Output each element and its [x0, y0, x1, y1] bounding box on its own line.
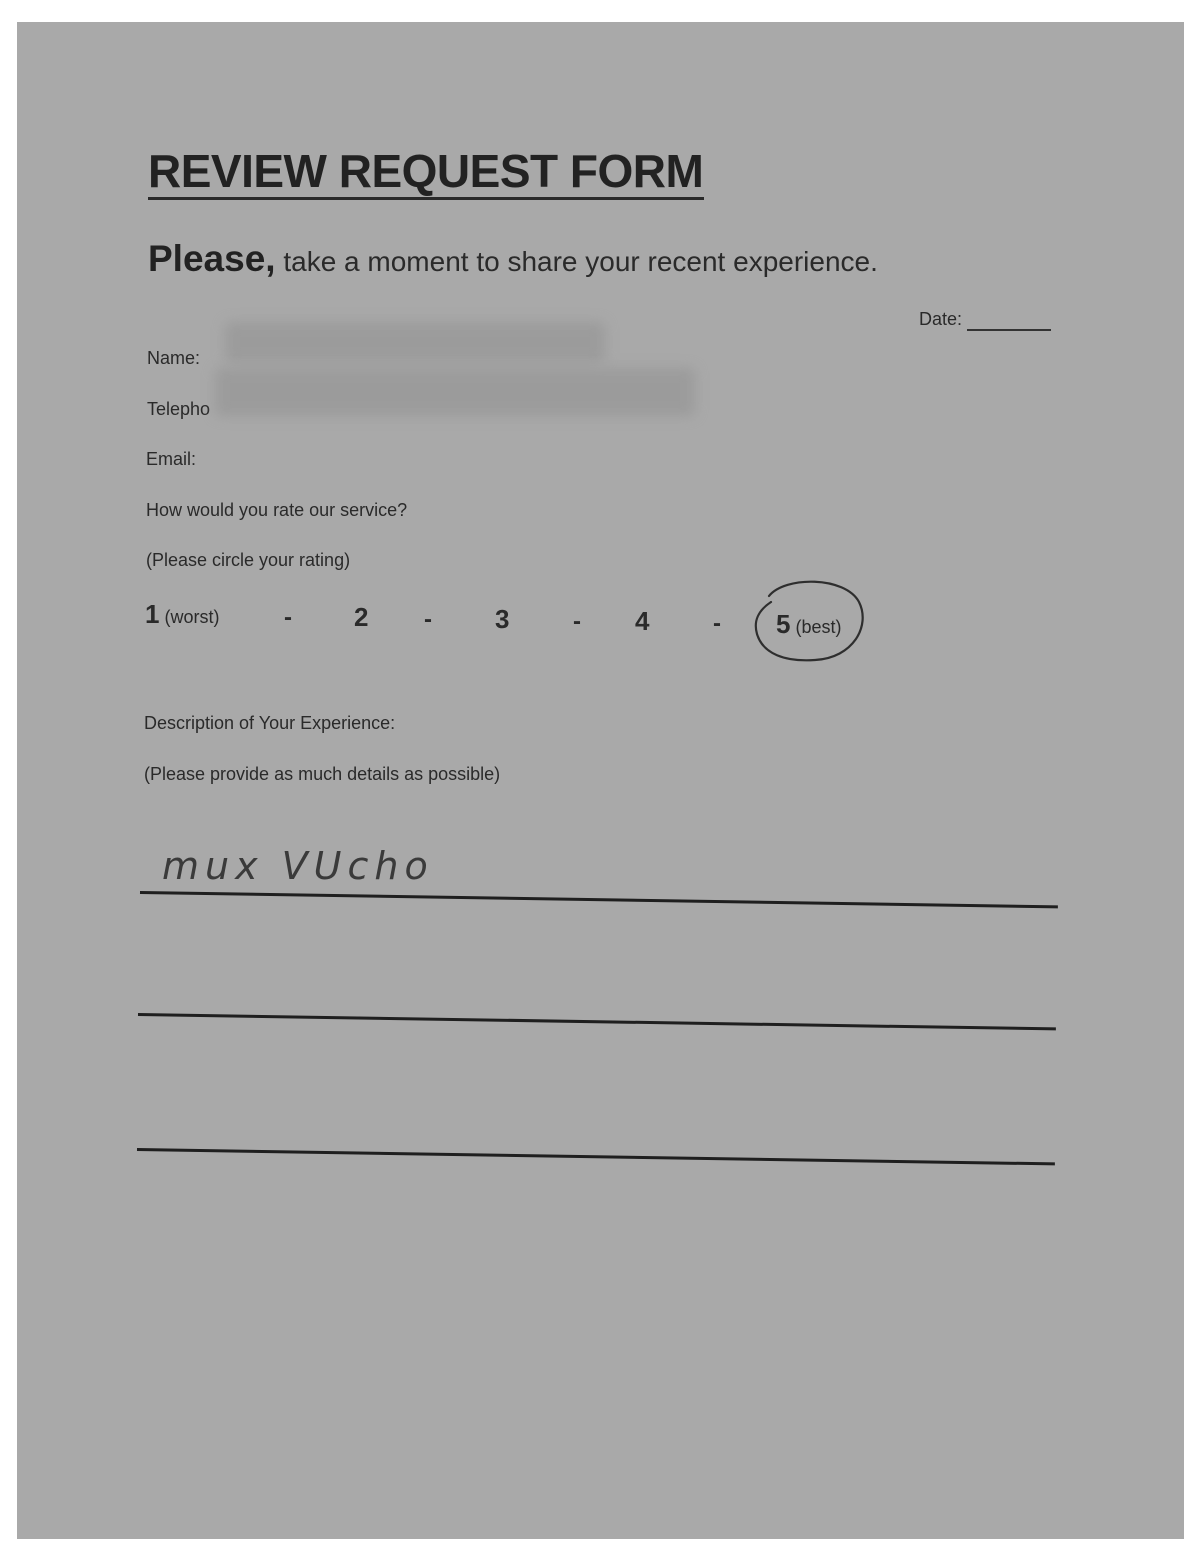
description-label: Description of Your Experience: — [144, 713, 396, 733]
rating-instruction: (Please circle your rating) — [146, 550, 351, 570]
redacted-name — [225, 322, 605, 362]
rating-option-2[interactable]: 2 — [354, 602, 369, 632]
rating-separator: - — [713, 610, 721, 637]
rating-option-4[interactable]: 4 — [635, 606, 650, 636]
rating-question: How would you rate our service? — [146, 500, 408, 520]
date-input-line[interactable] — [967, 329, 1051, 331]
form-sheet — [17, 22, 1184, 1539]
response-line-2[interactable] — [138, 1013, 1056, 1030]
form-title: REVIEW REQUEST FORM — [148, 145, 704, 197]
rating-option-5[interactable]: 5 (best) — [776, 609, 842, 639]
intro-rest: take a moment to share your recent experience. — [275, 246, 878, 277]
description-instruction: (Please provide as much details as possible) — [144, 764, 501, 784]
redacted-telephone — [215, 368, 695, 416]
response-line-1[interactable] — [140, 891, 1058, 908]
rating-separator: - — [424, 606, 432, 633]
rating-circle-mark — [745, 574, 871, 670]
rating-option-1[interactable]: 1 (worst) — [145, 599, 220, 629]
handwritten-response: mux VUcho — [162, 844, 434, 888]
rating-separator: - — [573, 608, 581, 635]
response-line-3[interactable] — [137, 1148, 1055, 1165]
telephone-label: Telepho — [147, 399, 211, 419]
title-underline — [148, 197, 704, 200]
rating-option-3[interactable]: 3 — [495, 604, 510, 634]
rating-separator: - — [284, 604, 292, 631]
intro-text — [148, 238, 878, 280]
email-label: Email: — [146, 449, 197, 469]
date-label: Date: — [919, 309, 963, 329]
name-label: Name: — [147, 348, 201, 368]
intro-bold: Please, — [148, 238, 276, 279]
